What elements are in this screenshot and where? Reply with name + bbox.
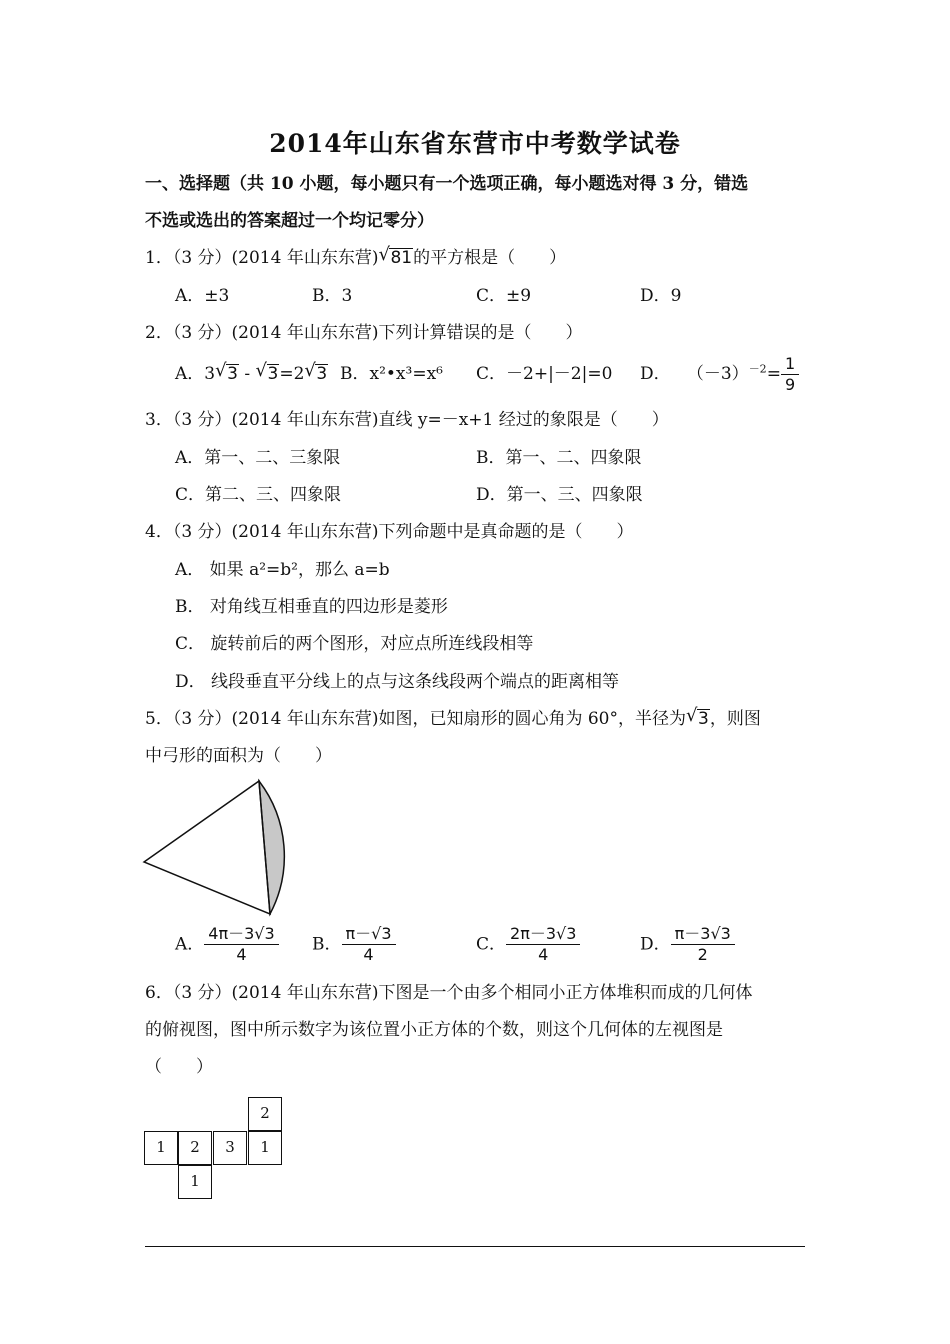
q4-option-b: B． 对角线互相垂直的四边形是菱形 [175,597,448,617]
grid-cell: 3 [213,1131,247,1165]
question-4: 4．（3 分）(2014 年山东东营)下列命题中是真命题的是（ ） [145,522,634,542]
question-1-suffix: 的平方根是（ ） [413,248,567,268]
sector-segment-figure [140,776,300,922]
question-2: 2．（3 分）(2014 年山东东营)下列计算错误的是（ ） [145,323,583,343]
section-heading-line1: 一、选择题（共 10 小题，每小题只有一个选项正确，每小题选对得 3 分，错选 [145,174,749,194]
q3-option-d: D．第一、三、四象限 [476,485,643,505]
q3-option-a: A．第一、二、三象限 [175,448,341,468]
grid-cell: 1 [178,1165,212,1199]
q2-option-d: D． $(-3)^{-2}=$ $\frac{1}{9}$ [640,354,799,395]
q2-option-a: A．3 √ 3 - √ 3=2 √ 3 [175,360,328,384]
q5-option-d: D． $\frac{\pi-3√3}{2}$ [640,924,735,965]
sqrt-3: √ 3 [255,360,279,384]
grid-cell: 1 [144,1131,178,1165]
q5-option-b: B． $\frac{\pi-√3}{4}$ [312,924,396,965]
q4-option-d: D． 线段垂直平分线上的点与这条线段两个端点的距离相等 [175,672,620,692]
q1-option-d: D．9 [640,286,682,306]
q3-option-c: C．第二、三、四象限 [175,485,342,505]
q5-option-c: C． $\frac{2\pi-3√3}{4}$ [476,924,580,965]
question-6-line2: 的俯视图，图中所示数字为该位置小正方体的个数，则这个几何体的左视图是 [145,1020,723,1040]
question-1-prefix: 1．（3 分）(2014 年山东东营) [145,248,379,268]
triangle [144,781,270,914]
footer-divider [145,1246,805,1247]
sqrt-3: √ 3 [215,360,238,384]
q1-option-c: C．±9 [476,286,532,306]
question-5-line1: 5．（3 分）(2014 年山东东营)如图，已知扇形的圆心角为 60°，半径为 √ 3，则图 [145,705,761,729]
q1-option-a: A．±3 [175,286,230,306]
grid-cell: 2 [178,1131,212,1165]
question-5-line2: 中弓形的面积为（ ） [145,746,332,766]
q5-option-a: A． $\frac{4\pi-3√3}{4}$ [175,924,279,965]
q4-option-c: C． 旋转前后的两个图形，对应点所连线段相等 [175,634,534,654]
shaded-segment [259,781,284,914]
question-6-line1: 6．（3 分）(2014 年山东东营)下图是一个由多个相同小正方体堆积而成的几何体 [145,983,753,1003]
q2-option-c: C．－2+|－2|=0 [476,364,613,384]
page-title: 2014年山东省东营市中考数学试卷 [269,129,681,158]
sqrt-3: √ 3 [686,705,709,729]
sqrt-3: √ 3 [304,360,328,384]
q3-option-b: B．第一、二、四象限 [476,448,642,468]
question-6-line3: （ ） [145,1057,213,1077]
grid-cell: 2 [248,1097,282,1131]
question-3: 3．（3 分）(2014 年山东东营)直线 y=－x+1 经过的象限是（ ） [145,410,669,430]
section-heading-line2: 不选或选出的答案超过一个均记零分） [145,211,434,231]
fraction-one-ninth: $\frac{1}{9}$ [781,354,799,395]
q2-option-b: B．x²•x³=x⁶ [340,364,443,384]
sqrt-81: √ 81 [378,244,413,268]
q1-option-b: B．3 [312,286,353,306]
question-1 [145,246,566,270]
q4-option-a: A． 如果 a²=b²，那么 a=b [175,560,390,580]
grid-cell: 1 [248,1131,282,1165]
